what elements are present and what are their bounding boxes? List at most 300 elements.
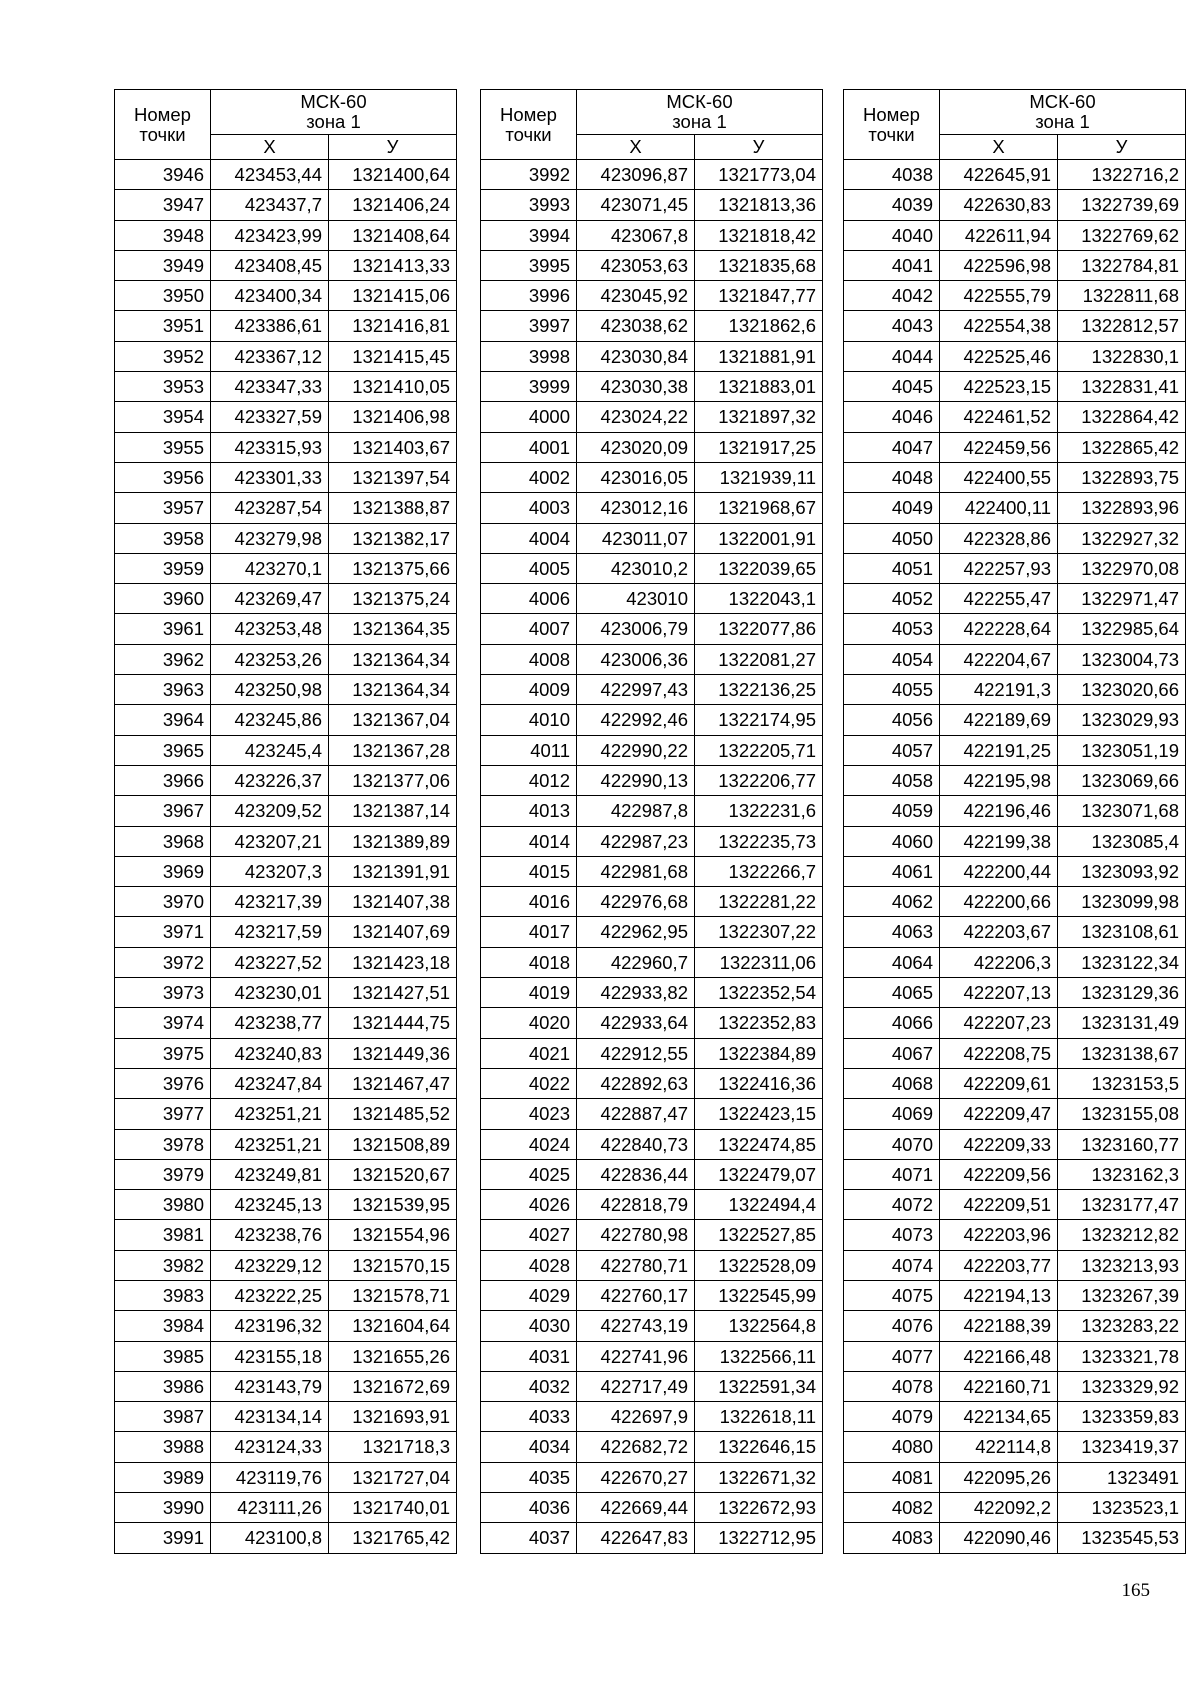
x-coordinate-cell: 422981,68 — [577, 856, 695, 886]
x-coordinate-cell: 423045,92 — [577, 281, 695, 311]
x-coordinate-cell: 423155,18 — [211, 1341, 329, 1371]
table-row — [844, 1402, 1186, 1432]
x-coordinate-cell: 423269,47 — [211, 584, 329, 614]
x-coordinate-cell: 422990,13 — [577, 765, 695, 795]
y-coordinate-cell: 1323329,92 — [1058, 1371, 1186, 1401]
point-number-cell: 4013 — [481, 796, 577, 826]
point-number-cell: 3984 — [115, 1311, 211, 1341]
point-number-cell: 4047 — [844, 432, 940, 462]
point-number-cell: 4026 — [481, 1190, 577, 1220]
y-coordinate-cell: 1321727,04 — [329, 1462, 457, 1492]
x-coordinate-cell: 422992,46 — [577, 705, 695, 735]
y-coordinate-cell: 1321883,01 — [695, 372, 823, 402]
point-number-cell: 3971 — [115, 917, 211, 947]
point-number-cell: 3977 — [115, 1099, 211, 1129]
table-row — [844, 1493, 1186, 1523]
y-coordinate-cell: 1322136,25 — [695, 675, 823, 705]
x-coordinate-cell: 423217,59 — [211, 917, 329, 947]
point-number-cell: 4038 — [844, 160, 940, 190]
table-row — [481, 735, 823, 765]
table-row — [115, 887, 457, 917]
x-coordinate-cell: 422997,43 — [577, 675, 695, 705]
x-coordinate-cell: 423209,52 — [211, 796, 329, 826]
table-row — [481, 1220, 823, 1250]
y-coordinate-cell: 1321423,18 — [329, 947, 457, 977]
table-row — [115, 341, 457, 371]
point-number-cell: 3973 — [115, 978, 211, 1008]
x-coordinate-cell: 423006,36 — [577, 644, 695, 674]
coordinates-table-2 — [480, 89, 823, 1554]
y-coordinate-cell: 1323491 — [1058, 1462, 1186, 1492]
y-coordinate-cell: 1323155,08 — [1058, 1099, 1186, 1129]
x-coordinate-cell: 423016,05 — [577, 462, 695, 492]
x-coordinate-cell: 423253,26 — [211, 644, 329, 674]
table-row — [844, 190, 1186, 220]
point-number-cell: 4061 — [844, 856, 940, 886]
coordinate-system-name: МСК-60 — [300, 91, 367, 112]
y-coordinate-cell: 1321397,54 — [329, 462, 457, 492]
x-coordinate-cell: 422208,75 — [940, 1038, 1058, 1068]
point-number-cell: 3948 — [115, 220, 211, 250]
point-number-cell: 3988 — [115, 1432, 211, 1462]
point-number-cell: 4083 — [844, 1523, 940, 1553]
table-row — [481, 1008, 823, 1038]
x-coordinate-cell: 422962,95 — [577, 917, 695, 947]
table-row — [481, 584, 823, 614]
point-number-header — [481, 90, 577, 160]
x-coordinate-cell: 422987,8 — [577, 796, 695, 826]
table-row — [481, 1159, 823, 1189]
x-coordinate-cell: 422933,82 — [577, 978, 695, 1008]
x-coordinate-cell: 422090,46 — [940, 1523, 1058, 1553]
point-number-cell: 4002 — [481, 462, 577, 492]
point-number-cell: 4006 — [481, 584, 577, 614]
table-row — [115, 917, 457, 947]
point-number-cell: 3951 — [115, 311, 211, 341]
y-coordinate-cell: 1323321,78 — [1058, 1341, 1186, 1371]
table-row — [844, 584, 1186, 614]
x-coordinate-cell: 423251,21 — [211, 1129, 329, 1159]
point-number-cell: 4060 — [844, 826, 940, 856]
x-coordinate-cell: 423386,61 — [211, 311, 329, 341]
y-coordinate-cell: 1322893,96 — [1058, 493, 1186, 523]
y-coordinate-cell: 1321377,06 — [329, 765, 457, 795]
x-column-header: Х — [940, 135, 1058, 160]
table-row — [115, 614, 457, 644]
x-coordinate-cell: 422780,98 — [577, 1220, 695, 1250]
table-row — [481, 947, 823, 977]
y-coordinate-cell: 1322811,68 — [1058, 281, 1186, 311]
x-coordinate-cell: 423207,21 — [211, 826, 329, 856]
point-number-cell: 4039 — [844, 190, 940, 220]
y-coordinate-cell: 1323138,67 — [1058, 1038, 1186, 1068]
y-coordinate-cell: 1321570,15 — [329, 1250, 457, 1280]
table-row — [481, 190, 823, 220]
point-number-cell: 4019 — [481, 978, 577, 1008]
table-row — [481, 311, 823, 341]
x-coordinate-cell: 422199,38 — [940, 826, 1058, 856]
x-coordinate-cell: 422207,13 — [940, 978, 1058, 1008]
table-row — [115, 796, 457, 826]
table-row — [115, 826, 457, 856]
coordinates-table-1 — [114, 89, 457, 1554]
x-coordinate-cell: 423124,33 — [211, 1432, 329, 1462]
y-coordinate-cell: 1321387,14 — [329, 796, 457, 826]
x-coordinate-cell: 423067,8 — [577, 220, 695, 250]
point-number-cell: 4076 — [844, 1311, 940, 1341]
x-column-header: Х — [577, 135, 695, 160]
x-coordinate-cell: 423437,7 — [211, 190, 329, 220]
table-row — [481, 220, 823, 250]
table-row — [844, 1190, 1186, 1220]
x-coordinate-cell: 423301,33 — [211, 462, 329, 492]
x-coordinate-cell: 422596,98 — [940, 250, 1058, 280]
table-row — [844, 493, 1186, 523]
x-coordinate-cell: 422228,64 — [940, 614, 1058, 644]
y-coordinate-cell: 1322566,11 — [695, 1341, 823, 1371]
point-number-cell: 4045 — [844, 372, 940, 402]
point-number-cell: 3981 — [115, 1220, 211, 1250]
coordinate-system-zone: зона 1 — [1035, 111, 1090, 132]
x-coordinate-cell: 423367,12 — [211, 341, 329, 371]
y-coordinate-cell: 1323177,47 — [1058, 1190, 1186, 1220]
x-coordinate-cell: 423400,34 — [211, 281, 329, 311]
table-row — [844, 462, 1186, 492]
x-coordinate-cell: 422196,46 — [940, 796, 1058, 826]
point-number-cell: 4014 — [481, 826, 577, 856]
point-number-cell: 4056 — [844, 705, 940, 735]
table-row — [115, 1008, 457, 1038]
table-row — [844, 705, 1186, 735]
table-row — [844, 978, 1186, 1008]
point-number-header-line2: точки — [139, 123, 186, 145]
point-number-cell: 3956 — [115, 462, 211, 492]
table-body — [844, 160, 1186, 1554]
point-number-cell: 3967 — [115, 796, 211, 826]
y-coordinate-cell: 1323283,22 — [1058, 1311, 1186, 1341]
point-number-cell: 4066 — [844, 1008, 940, 1038]
y-coordinate-cell: 1323419,37 — [1058, 1432, 1186, 1462]
y-coordinate-cell: 1321407,69 — [329, 917, 457, 947]
y-coordinate-cell: 1322893,75 — [1058, 462, 1186, 492]
y-coordinate-cell: 1322494,4 — [695, 1190, 823, 1220]
point-number-cell: 4000 — [481, 402, 577, 432]
x-coordinate-cell: 423238,76 — [211, 1220, 329, 1250]
y-coordinate-cell: 1322281,22 — [695, 887, 823, 917]
table-row — [844, 917, 1186, 947]
table-row — [844, 1341, 1186, 1371]
y-coordinate-cell: 1321408,64 — [329, 220, 457, 250]
table-row — [481, 1099, 823, 1129]
point-number-cell: 4032 — [481, 1371, 577, 1401]
x-coordinate-cell: 422134,65 — [940, 1402, 1058, 1432]
table-row — [115, 402, 457, 432]
table-row — [115, 1038, 457, 1068]
point-number-cell: 4035 — [481, 1462, 577, 1492]
table-row — [115, 553, 457, 583]
x-coordinate-cell: 423245,86 — [211, 705, 329, 735]
point-number-cell: 3957 — [115, 493, 211, 523]
y-coordinate-cell: 1322416,36 — [695, 1068, 823, 1098]
y-coordinate-cell: 1321897,32 — [695, 402, 823, 432]
point-number-cell: 4003 — [481, 493, 577, 523]
table-row — [115, 493, 457, 523]
table-row — [115, 1523, 457, 1553]
y-coordinate-cell: 1323131,49 — [1058, 1008, 1186, 1038]
point-number-cell: 4079 — [844, 1402, 940, 1432]
y-coordinate-cell: 1322927,32 — [1058, 523, 1186, 553]
x-coordinate-cell: 423227,52 — [211, 947, 329, 977]
point-number-cell: 4063 — [844, 917, 940, 947]
point-number-cell: 4059 — [844, 796, 940, 826]
x-coordinate-cell: 422960,7 — [577, 947, 695, 977]
point-number-cell: 3999 — [481, 372, 577, 402]
y-coordinate-cell: 1322235,73 — [695, 826, 823, 856]
x-coordinate-cell: 422840,73 — [577, 1129, 695, 1159]
table-row — [115, 220, 457, 250]
table-row — [844, 1311, 1186, 1341]
table-row — [115, 1068, 457, 1098]
y-coordinate-cell: 1321389,89 — [329, 826, 457, 856]
point-number-cell: 4024 — [481, 1129, 577, 1159]
y-coordinate-cell: 1321407,38 — [329, 887, 457, 917]
point-number-cell: 3964 — [115, 705, 211, 735]
point-number-cell: 3953 — [115, 372, 211, 402]
y-coordinate-cell: 1322564,8 — [695, 1311, 823, 1341]
x-coordinate-cell: 423270,1 — [211, 553, 329, 583]
x-coordinate-cell: 422200,66 — [940, 887, 1058, 917]
table-body — [481, 160, 823, 1554]
point-number-cell: 4070 — [844, 1129, 940, 1159]
point-number-cell: 4077 — [844, 1341, 940, 1371]
x-coordinate-cell: 423347,33 — [211, 372, 329, 402]
point-number-cell: 3946 — [115, 160, 211, 190]
y-coordinate-cell: 1321364,35 — [329, 614, 457, 644]
y-coordinate-cell: 1321818,42 — [695, 220, 823, 250]
x-coordinate-cell: 422204,67 — [940, 644, 1058, 674]
y-column-header: У — [1058, 135, 1186, 160]
point-number-cell: 4062 — [844, 887, 940, 917]
table-row — [115, 1311, 457, 1341]
table-row — [481, 372, 823, 402]
y-coordinate-cell: 1322311,06 — [695, 947, 823, 977]
y-coordinate-cell: 1323545,53 — [1058, 1523, 1186, 1553]
x-coordinate-cell: 423071,45 — [577, 190, 695, 220]
coordinate-system-header — [211, 90, 457, 135]
x-coordinate-cell: 422697,9 — [577, 1402, 695, 1432]
x-coordinate-cell: 423134,14 — [211, 1402, 329, 1432]
y-coordinate-cell: 1321413,33 — [329, 250, 457, 280]
y-coordinate-cell: 1321364,34 — [329, 644, 457, 674]
y-coordinate-cell: 1323069,66 — [1058, 765, 1186, 795]
y-coordinate-cell: 1321427,51 — [329, 978, 457, 1008]
table-row — [844, 1038, 1186, 1068]
table-row — [844, 432, 1186, 462]
x-coordinate-cell: 422525,46 — [940, 341, 1058, 371]
x-coordinate-cell: 423250,98 — [211, 675, 329, 705]
table-row — [481, 523, 823, 553]
x-coordinate-cell: 422255,47 — [940, 584, 1058, 614]
table-row — [115, 1493, 457, 1523]
y-coordinate-cell: 1321388,87 — [329, 493, 457, 523]
x-coordinate-cell: 423222,25 — [211, 1280, 329, 1310]
y-coordinate-cell: 1322716,2 — [1058, 160, 1186, 190]
y-coordinate-cell: 1321364,34 — [329, 675, 457, 705]
y-coordinate-cell: 1321773,04 — [695, 160, 823, 190]
point-number-cell: 3998 — [481, 341, 577, 371]
table-row — [844, 250, 1186, 280]
table-row — [115, 1250, 457, 1280]
table-row — [844, 1250, 1186, 1280]
point-number-cell: 4052 — [844, 584, 940, 614]
table-row — [844, 1432, 1186, 1462]
table-row — [844, 402, 1186, 432]
y-coordinate-cell: 1321416,81 — [329, 311, 457, 341]
table-row — [481, 705, 823, 735]
point-number-cell: 4027 — [481, 1220, 577, 1250]
y-coordinate-cell: 1323029,93 — [1058, 705, 1186, 735]
table-row — [115, 1220, 457, 1250]
point-number-cell: 4004 — [481, 523, 577, 553]
table-row — [115, 856, 457, 886]
point-number-cell: 3991 — [115, 1523, 211, 1553]
x-coordinate-cell: 423011,07 — [577, 523, 695, 553]
x-coordinate-cell: 422195,98 — [940, 765, 1058, 795]
x-coordinate-cell: 423207,3 — [211, 856, 329, 886]
table-row — [115, 281, 457, 311]
x-coordinate-cell: 422887,47 — [577, 1099, 695, 1129]
table-row — [844, 1280, 1186, 1310]
y-coordinate-cell: 1322528,09 — [695, 1250, 823, 1280]
x-coordinate-cell: 423030,84 — [577, 341, 695, 371]
y-coordinate-cell: 1323093,92 — [1058, 856, 1186, 886]
y-coordinate-cell: 1322479,07 — [695, 1159, 823, 1189]
y-coordinate-cell: 1323108,61 — [1058, 917, 1186, 947]
x-coordinate-cell: 422459,56 — [940, 432, 1058, 462]
y-coordinate-cell: 1321578,71 — [329, 1280, 457, 1310]
table-row — [844, 856, 1186, 886]
table-row — [115, 1462, 457, 1492]
x-coordinate-cell: 423251,21 — [211, 1099, 329, 1129]
x-coordinate-cell: 423119,76 — [211, 1462, 329, 1492]
table-row — [844, 523, 1186, 553]
point-number-cell: 3982 — [115, 1250, 211, 1280]
x-coordinate-cell: 423253,48 — [211, 614, 329, 644]
coordinate-system-header — [940, 90, 1186, 135]
y-coordinate-cell: 1322712,95 — [695, 1523, 823, 1553]
point-number-cell: 3987 — [115, 1402, 211, 1432]
table-row — [481, 341, 823, 371]
x-coordinate-cell: 422523,15 — [940, 372, 1058, 402]
point-number-cell: 3960 — [115, 584, 211, 614]
table-row — [844, 553, 1186, 583]
table-row — [844, 644, 1186, 674]
point-number-cell: 3986 — [115, 1371, 211, 1401]
x-coordinate-cell: 423315,93 — [211, 432, 329, 462]
point-number-cell: 3955 — [115, 432, 211, 462]
x-coordinate-cell: 422912,55 — [577, 1038, 695, 1068]
table-row — [115, 1432, 457, 1462]
y-coordinate-cell: 1322043,1 — [695, 584, 823, 614]
point-number-cell: 4074 — [844, 1250, 940, 1280]
x-coordinate-cell: 423024,22 — [577, 402, 695, 432]
point-number-cell: 3970 — [115, 887, 211, 917]
table-row — [844, 311, 1186, 341]
x-coordinate-cell: 422203,96 — [940, 1220, 1058, 1250]
point-number-cell: 3983 — [115, 1280, 211, 1310]
table-row — [481, 493, 823, 523]
x-coordinate-cell: 422092,2 — [940, 1493, 1058, 1523]
x-coordinate-cell: 422611,94 — [940, 220, 1058, 250]
point-number-cell: 3974 — [115, 1008, 211, 1038]
table-row — [844, 1462, 1186, 1492]
table-row — [481, 553, 823, 583]
y-coordinate-cell: 1321939,11 — [695, 462, 823, 492]
x-coordinate-cell: 423240,83 — [211, 1038, 329, 1068]
x-coordinate-cell: 422191,25 — [940, 735, 1058, 765]
point-number-cell: 4043 — [844, 311, 940, 341]
y-coordinate-cell: 1321406,98 — [329, 402, 457, 432]
y-coordinate-cell: 1321415,06 — [329, 281, 457, 311]
x-coordinate-cell: 423196,32 — [211, 1311, 329, 1341]
point-number-cell: 4030 — [481, 1311, 577, 1341]
x-coordinate-cell: 422257,93 — [940, 553, 1058, 583]
y-coordinate-cell: 1322231,6 — [695, 796, 823, 826]
point-number-cell: 3995 — [481, 250, 577, 280]
point-number-cell: 4020 — [481, 1008, 577, 1038]
x-coordinate-cell: 423245,4 — [211, 735, 329, 765]
x-coordinate-cell: 422191,3 — [940, 675, 1058, 705]
x-coordinate-cell: 422209,51 — [940, 1190, 1058, 1220]
y-coordinate-cell: 1322865,42 — [1058, 432, 1186, 462]
x-coordinate-cell: 422114,8 — [940, 1432, 1058, 1462]
y-coordinate-cell: 1323004,73 — [1058, 644, 1186, 674]
y-coordinate-cell: 1321672,69 — [329, 1371, 457, 1401]
table-body — [115, 160, 457, 1554]
x-coordinate-cell: 422166,48 — [940, 1341, 1058, 1371]
x-coordinate-cell: 423230,01 — [211, 978, 329, 1008]
point-number-cell: 3997 — [481, 311, 577, 341]
table-row — [481, 1068, 823, 1098]
x-column-header: Х — [211, 135, 329, 160]
x-coordinate-cell: 422209,56 — [940, 1159, 1058, 1189]
table-row — [844, 887, 1186, 917]
table-row — [844, 1068, 1186, 1098]
y-coordinate-cell: 1321367,04 — [329, 705, 457, 735]
y-coordinate-cell: 1321467,47 — [329, 1068, 457, 1098]
table-row — [481, 765, 823, 795]
y-coordinate-cell: 1321917,25 — [695, 432, 823, 462]
point-number-header-line1: Номер — [863, 103, 920, 125]
table-row — [844, 765, 1186, 795]
y-coordinate-cell: 1322769,62 — [1058, 220, 1186, 250]
point-number-cell: 4050 — [844, 523, 940, 553]
table-row — [115, 1190, 457, 1220]
table-row — [844, 160, 1186, 190]
point-number-cell: 3992 — [481, 160, 577, 190]
point-number-cell: 4082 — [844, 1493, 940, 1523]
y-coordinate-cell: 1323359,83 — [1058, 1402, 1186, 1432]
point-number-cell: 4005 — [481, 553, 577, 583]
y-coordinate-cell: 1321410,05 — [329, 372, 457, 402]
table-row — [115, 1099, 457, 1129]
y-coordinate-cell: 1322474,85 — [695, 1129, 823, 1159]
y-coordinate-cell: 1322081,27 — [695, 644, 823, 674]
x-coordinate-cell: 423053,63 — [577, 250, 695, 280]
x-coordinate-cell: 423020,09 — [577, 432, 695, 462]
table-row — [844, 1159, 1186, 1189]
point-number-cell: 4007 — [481, 614, 577, 644]
